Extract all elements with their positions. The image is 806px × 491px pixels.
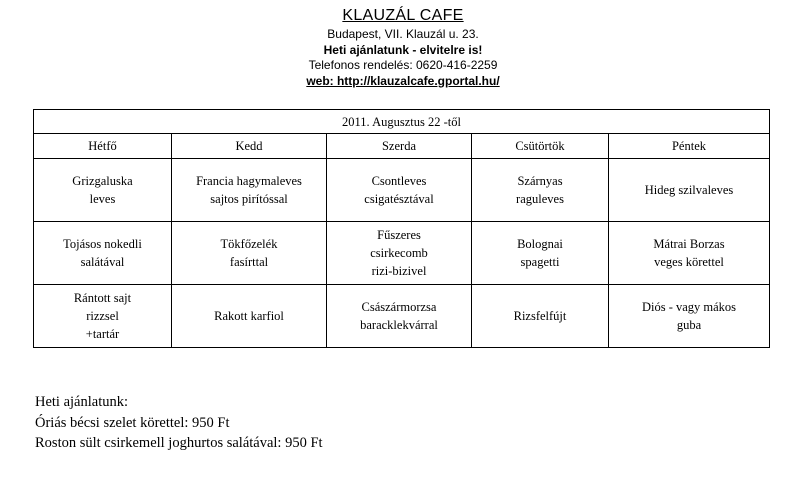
dish-cell: Grizgaluska leves <box>34 159 172 222</box>
cafe-header <box>0 5 806 89</box>
menu-row-soups <box>34 159 770 222</box>
menu-date: 2011. Augusztus 22 -től <box>34 110 770 134</box>
offer-item: Roston sült csirkemell joghurtos salátával: 950 Ft <box>35 435 323 451</box>
cafe-tagline: Heti ajánlatunk - elvitelre is! <box>323 42 483 57</box>
dish-cell: Csontleves csigatésztával <box>327 159 472 222</box>
cafe-web-link[interactable]: web: http://klauzalcafe.gportal.hu/ <box>306 73 500 88</box>
dish-cell: Rakott karfiol <box>172 285 327 348</box>
cafe-title: KLAUZÁL CAFE <box>342 7 464 24</box>
menu-date-row <box>34 110 770 134</box>
dish-cell: Szárnyas raguleves <box>472 159 609 222</box>
weekly-menu-table <box>33 109 770 348</box>
menu-row-desserts <box>34 285 770 348</box>
menu-row-mains <box>34 222 770 285</box>
offers-heading: Heti ajánlatunk: <box>35 394 129 410</box>
menu-day-header-row <box>34 134 770 159</box>
day-header: Hétfő <box>34 134 172 159</box>
dish-cell: Bolognai spagetti <box>472 222 609 285</box>
dish-cell: Rizsfelfújt <box>472 285 609 348</box>
dish-cell: Tökfőzelék fasírttal <box>172 222 327 285</box>
day-header: Kedd <box>172 134 327 159</box>
dish-cell: Császármorzsa baracklekvárral <box>327 285 472 348</box>
dish-cell: Tojásos nokedli salátával <box>34 222 172 285</box>
dish-cell: Fűszeres csirkecomb rizi-bizivel <box>327 222 472 285</box>
dish-cell: Hideg szilvaleves <box>609 159 770 222</box>
weekly-offers <box>35 392 323 454</box>
dish-cell: Mátrai Borzas veges körettel <box>609 222 770 285</box>
day-header: Péntek <box>609 134 770 159</box>
cafe-phone: Telefonos rendelés: 0620-416-2259 <box>308 58 498 72</box>
cafe-address: Budapest, VII. Klauzál u. 23. <box>327 27 479 41</box>
day-header: Csütörtök <box>472 134 609 159</box>
dish-cell: Diós - vagy mákos guba <box>609 285 770 348</box>
offer-item: Óriás bécsi szelet körettel: 950 Ft <box>35 414 230 431</box>
dish-cell: Rántott sajt rizzsel +tartár <box>34 285 172 348</box>
dish-cell: Francia hagymaleves sajtos pirítóssal <box>172 159 327 222</box>
day-header: Szerda <box>327 134 472 159</box>
